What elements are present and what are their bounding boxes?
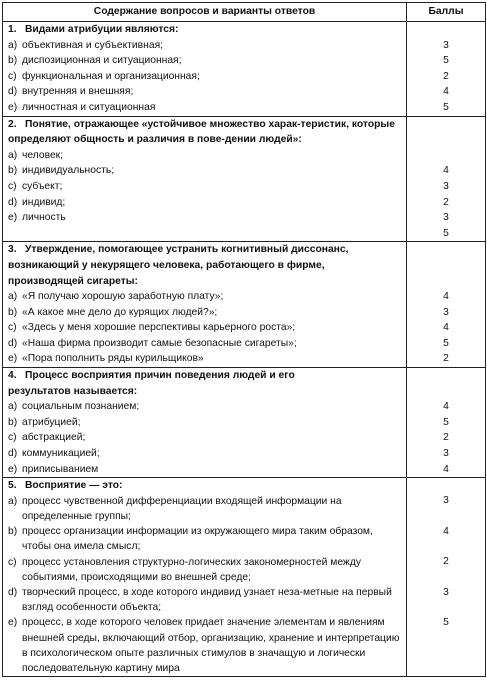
questions-table [2,2,486,677]
score-4d: 3 [443,448,449,460]
score-3d: 5 [443,337,449,349]
question-4-content [3,368,407,478]
question-3-option-e: e) «Пора пополнить ряды курильщиков» [8,353,204,365]
score-1a: 3 [443,39,449,51]
question-2-option-e: e) личность [8,212,66,224]
question-2-option-b: b) индивидуальность; [8,165,115,177]
question-1-text: 1. Видами атрибуции являются: [8,24,179,35]
table-header-row [3,3,486,22]
score-3e: 2 [443,353,449,365]
score-2b: 3 [443,180,449,192]
question-2-option-c: c) субъект; [8,180,63,192]
question-4-option-b: b) атрибуцией; [8,416,81,428]
question-5-option-a: a) процесс чувственной дифференциации входящей информации на определенные группы; [8,495,342,523]
question-2-content [3,116,407,242]
score-5c: 2 [443,556,449,568]
question-1-option-b: b) диспозиционная и ситуационная; [8,55,182,67]
question-3-option-d: d) «Наша фирма производит самые безопасные сигареты»; [8,337,297,349]
question-3-option-c: c) «Здесь у меня хорошие перспективы карьерного роста»; [8,322,296,334]
question-3-scores [407,242,486,368]
score-4a: 4 [443,401,449,413]
question-2-option-a: a) человек; [8,149,64,161]
question-row-2 [3,116,486,242]
question-5-option-c: c) процесс установления структурно-логических закономерностей между событиями, происходящими во внешней среде; [8,556,361,583]
question-5-scores [407,478,486,677]
score-1b: 5 [443,55,449,67]
header-score: Баллы [407,3,486,22]
score-2e: 5 [443,227,449,239]
question-5-option-d: d) творческий процесс, в ходе которого индивид узнает неза-метные на первый взгляд особенности объекта; [8,587,392,614]
question-5-option-e: e) процесс, в ходе которого человек придает значение элементам и явлениям внешней среды, включающий отбор, организацию, хранение и интерпретацию в психологическом опыте различных стимулов в значащую и логически последовательную картину мира [8,617,400,675]
header-content: Содержание вопросов и варианты ответов [3,3,407,22]
score-3c: 4 [443,322,449,334]
score-5b: 4 [443,525,449,537]
score-4c: 2 [443,432,449,444]
score-5a: 3 [443,495,449,507]
score-5d: 3 [443,586,449,598]
score-1e: 5 [443,101,449,113]
question-2-scores [407,116,486,242]
question-row-3 [3,242,486,368]
question-1-content [3,22,407,117]
question-4-option-c: c) абстракцией; [8,432,86,444]
question-3-text: 3. Утверждение, помогающее устранить когнитивный диссонанс, возникающий у некурящего человека, работающего в фирме, производящей сигареты: [8,244,349,287]
question-4-scores [407,368,486,478]
score-4b: 5 [443,416,449,428]
question-4-option-a: a) социальным познанием; [8,401,140,413]
question-3-content [3,242,407,368]
score-2a: 4 [443,165,449,177]
question-4-option-e: e) приписыванием [8,463,99,475]
question-1-option-d: d) внутренняя и внешняя; [8,86,134,98]
score-2d: 3 [443,212,449,224]
question-2-text: 2. Понятие, отражающее «устойчивое множество харак-теристик, которые определяют общность и различия в пове-дении людей»: [8,118,395,146]
question-4-option-d: d) коммуникацией; [8,448,100,460]
score-2c: 2 [443,196,449,208]
question-3-option-a: a) «Я получаю хорошую заработную плату»; [8,291,224,303]
question-5-content [3,478,407,677]
question-2-option-d: d) индивид; [8,196,66,208]
score-1c: 2 [443,70,449,82]
question-row-4 [3,368,486,478]
question-5-text: 5. Восприятие — это: [8,480,123,492]
question-row-5 [3,478,486,677]
question-4-text: 4. Процесс восприятия причин поведения людей и его результатов называется: [8,370,295,397]
question-row-1 [3,22,486,117]
question-1-option-a: a) объективная и субъективная; [8,39,164,51]
score-1d: 4 [443,86,449,98]
score-3b: 3 [443,306,449,318]
question-1-option-e: e) личностная и ситуационная [8,101,156,113]
score-3a: 4 [443,291,449,303]
question-1-option-c: c) функциональная и организационная; [8,70,200,82]
question-5-option-b: b) процесс организации информации из окружающего мира таким образом, чтобы она имела смысл; [8,526,373,553]
question-3-option-b: b) «А какое мне дело до курящих людей?»; [8,306,218,318]
question-1-scores [407,22,486,117]
score-4e: 4 [443,463,449,475]
score-5e: 5 [443,617,449,629]
